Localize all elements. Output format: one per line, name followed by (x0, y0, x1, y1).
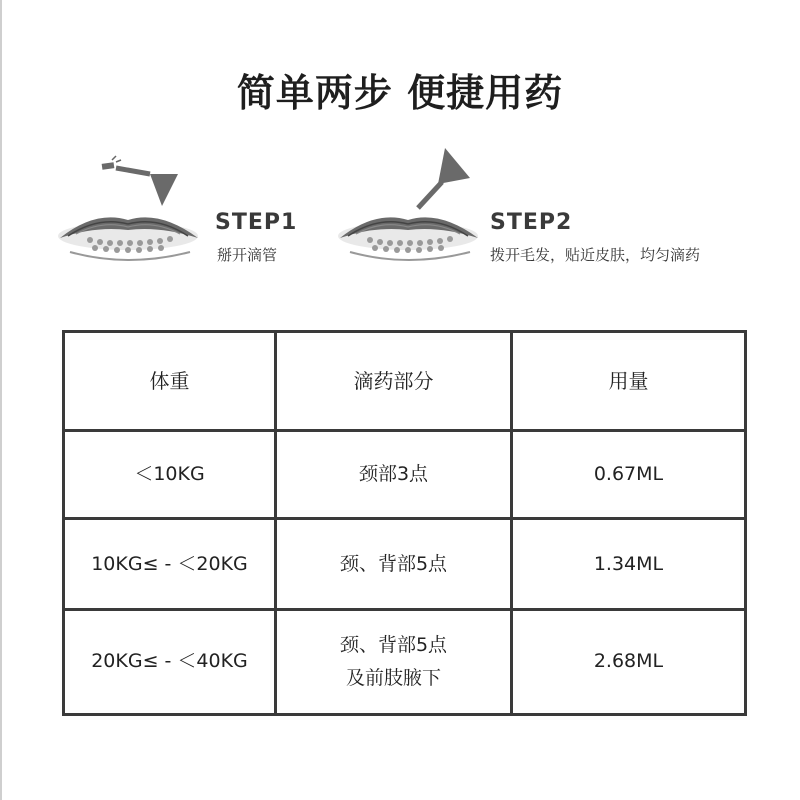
site-line: 颈、背部5点 (339, 633, 448, 656)
dropper-apply-illustration (330, 148, 490, 268)
dose-cell: 2.68ML (512, 609, 746, 714)
table-row (64, 519, 746, 609)
left-edge-rule (0, 0, 2, 800)
weight-cell: ＜10KG (64, 431, 276, 519)
weight-cell: 20KG≤ - ＜40KG (64, 609, 276, 714)
site-line: 及前肢腋下 (345, 666, 441, 689)
step-description: 掰开滴管 (217, 246, 278, 264)
dosage-table (62, 330, 747, 716)
site-line: 颈、背部5点 (339, 552, 448, 575)
site-cell (276, 609, 512, 714)
site-cell (276, 519, 512, 609)
step-label: STEP2 (490, 210, 573, 235)
table-row (64, 431, 746, 519)
table-header-row (64, 332, 746, 431)
column-header-dose: 用量 (512, 332, 746, 431)
column-header-site: 滴药部分 (276, 332, 512, 431)
weight-cell: 10KG≤ - ＜20KG (64, 519, 276, 609)
page-title: 简单两步 便捷用药 (236, 71, 564, 115)
step-label: STEP1 (215, 210, 298, 235)
table-row (64, 609, 746, 714)
step-2 (330, 148, 760, 268)
dose-cell: 0.67ML (512, 431, 746, 519)
column-header-weight: 体重 (64, 332, 276, 431)
step-description: 拨开毛发，贴近皮肤，均匀滴药 (490, 246, 701, 264)
dropper-snap-illustration (50, 148, 210, 268)
site-cell (276, 431, 512, 519)
site-line: 颈部3点 (358, 463, 429, 486)
step-1 (50, 148, 320, 268)
dose-cell: 1.34ML (512, 519, 746, 609)
